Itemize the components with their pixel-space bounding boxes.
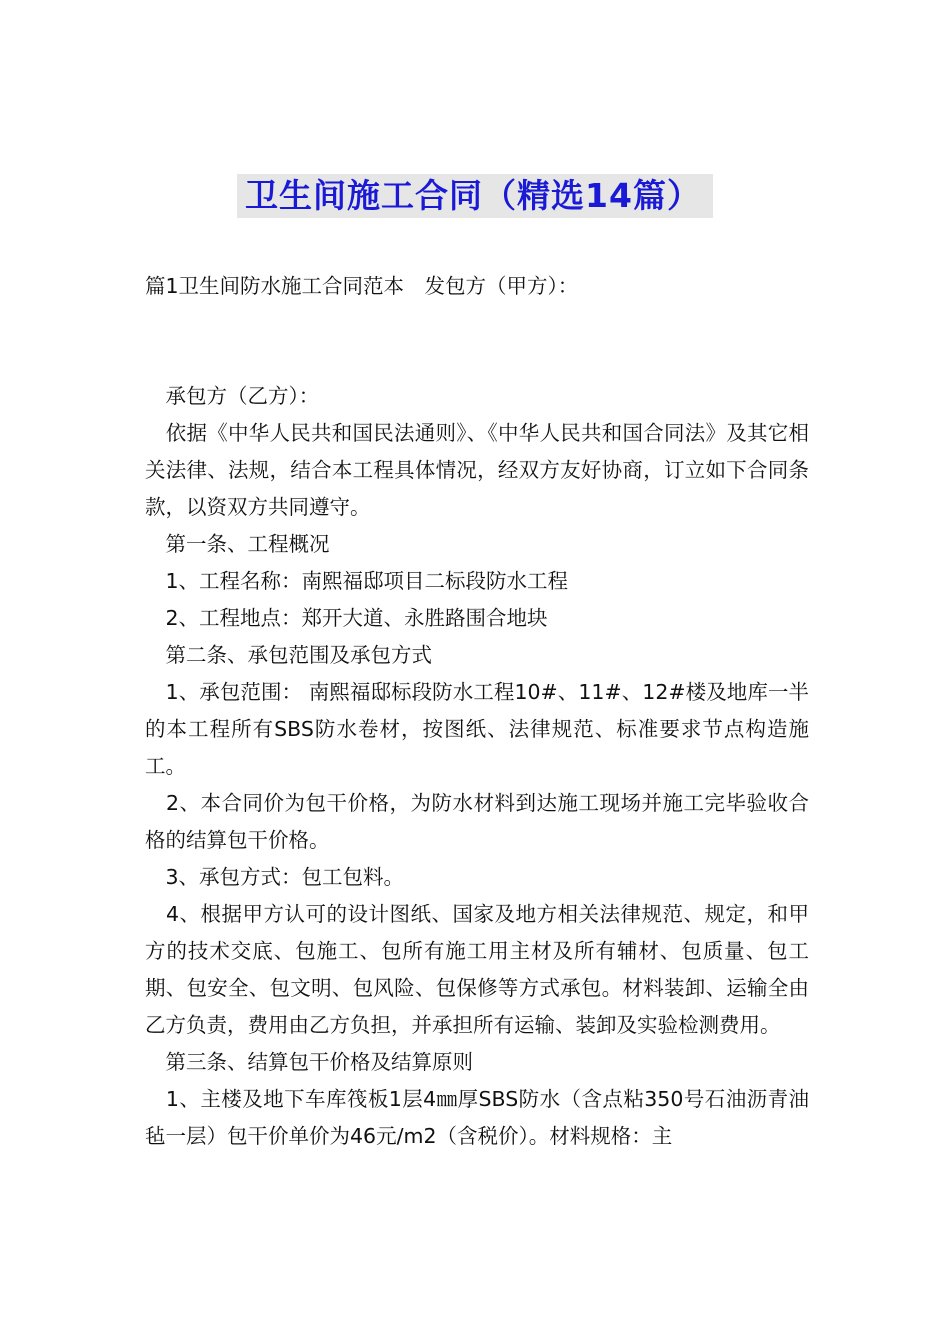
title-container xyxy=(0,174,950,218)
heading-article-1: 第一条、工程概况 xyxy=(145,532,330,556)
paragraph-unit-price: 1、主楼及地下车库筏板1层4㎜厚SBS防水（含点粘350号石油沥青油毡一层）包干价单价为46元/m2（含税价）。材料规格：主 xyxy=(145,1087,809,1148)
paragraph-project-location: 2、工程地点：郑开大道、永胜路围合地块 xyxy=(145,606,548,630)
heading-article-3: 第三条、结算包干价格及结算原则 xyxy=(145,1050,473,1074)
document-title: 卫生间施工合同（精选14篇） xyxy=(237,174,713,218)
paragraph-lump-sum: 2、本合同价为包干价格，为防水材料到达施工现场并施工完毕验收合格的结算包干价格。 xyxy=(145,791,809,852)
intro-line: 篇1卫生间防水施工合同范本 发包方（甲方）： xyxy=(145,274,579,298)
heading-article-2: 第二条、承包范围及承包方式 xyxy=(145,643,432,667)
paragraph-contract-mode: 3、承包方式：包工包料。 xyxy=(145,865,405,889)
paragraph-scope: 1、承包范围： 南熙福邸标段防水工程10#、11#、12#楼及地库一半的本工程所有SBS防水卷材，按图纸、法律规范、标准要求节点构造施工。 xyxy=(145,680,809,778)
paragraph-party-b: 承包方（乙方）： xyxy=(145,384,320,408)
paragraph-project-name: 1、工程名称：南熙福邸项目二标段防水工程 xyxy=(145,569,569,593)
document-body xyxy=(145,378,809,1155)
paragraph-basis: 依据《中华人民共和国民法通则》、《中华人民共和国合同法》及其它相关法律、法规，结合本工程具体情况，经双方友好协商，订立如下合同条款，以资双方共同遵守。 xyxy=(145,421,809,519)
paragraph-requirements: 4、根据甲方认可的设计图纸、国家及地方相关法律规范、规定，和甲方的技术交底、包施工、包所有施工用主材及所有辅材、包质量、包工期、包安全、包文明、包风险、包保修等方式承包。材料装卸、运输全由乙方负责，费用由乙方负担，并承担所有运输、装卸及实验检测费用。 xyxy=(145,902,809,1037)
